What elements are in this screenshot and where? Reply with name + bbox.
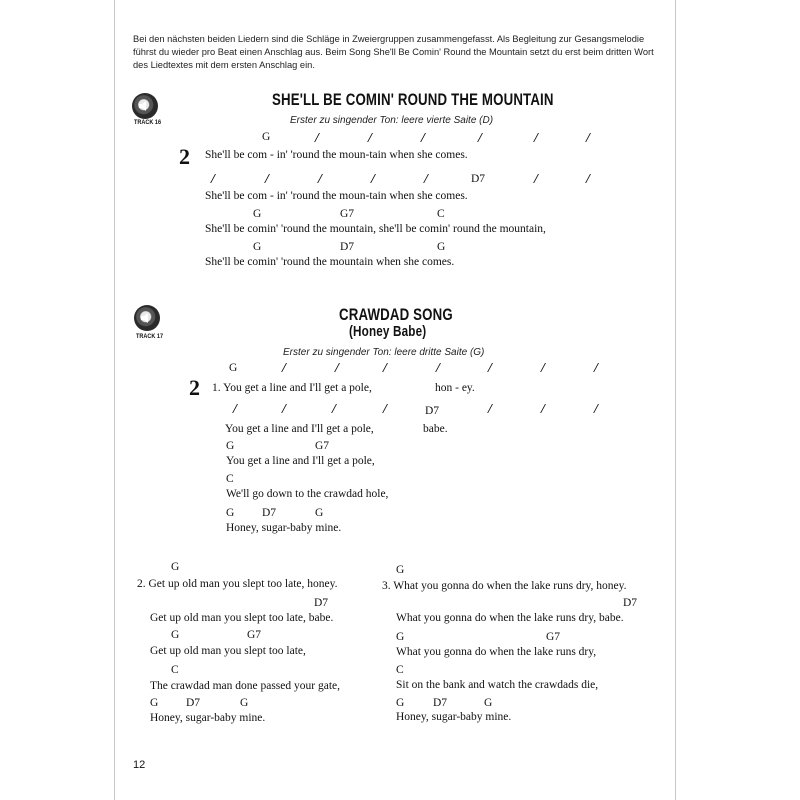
strum-slash: /	[478, 131, 482, 146]
strum-slash: /	[282, 361, 286, 376]
chord-g: G	[240, 697, 249, 709]
strum-slash: /	[371, 172, 375, 187]
strum-slash: /	[541, 402, 545, 417]
strum-slash: /	[211, 172, 215, 187]
chord-g: G	[262, 131, 271, 143]
lyric-line: 2. Get up old man you slept too late, honey.	[137, 578, 338, 590]
strum-slash: /	[586, 131, 590, 146]
lyric-line: 3. What you gonna do when the lake runs dry, honey.	[382, 580, 627, 592]
song1-start-note: Erster zu singender Ton: leere vierte Saite (D)	[290, 115, 494, 126]
chord-d7: D7	[186, 697, 201, 709]
chord-g: G	[253, 241, 262, 253]
lyric-line: What you gonna do when the lake runs dry,	[396, 646, 597, 658]
chord-d7: D7	[623, 597, 638, 609]
chord-g7: G7	[340, 208, 355, 220]
chord-d7: D7	[262, 507, 277, 519]
strum-slash: /	[586, 172, 590, 187]
lyric-line: She'll be comin' 'round the mountain, she'll be comin' round the mountain,	[205, 223, 546, 235]
page-number: 12	[133, 759, 146, 771]
strum-slash: /	[383, 402, 387, 417]
chord-g: G	[253, 208, 262, 220]
lyric-line: You get a line and I'll get a pole,	[226, 455, 375, 467]
lyric-line: She'll be com - in' 'round the moun-tain when she comes.	[205, 149, 468, 161]
chord-g: G	[396, 631, 405, 643]
chord-g: G	[226, 440, 235, 452]
chord-g: G	[150, 697, 159, 709]
strum-slash: /	[488, 361, 492, 376]
chord-g7: G7	[315, 440, 330, 452]
strum-slash: /	[421, 131, 425, 146]
strum-slash: /	[541, 361, 545, 376]
lyric-line: Honey, sugar-baby mine.	[150, 712, 266, 724]
lyric-line: Honey, sugar-baby mine.	[226, 522, 342, 534]
strum-slash: /	[424, 172, 428, 187]
chord-c: C	[226, 473, 234, 485]
chord-g: G	[484, 697, 493, 709]
strum-slash: /	[332, 402, 336, 417]
lyric-line: What you gonna do when the lake runs dry, babe.	[396, 612, 624, 624]
chord-c: C	[396, 664, 404, 676]
chord-d7: D7	[340, 241, 355, 253]
strum-slash: /	[233, 402, 237, 417]
song2-subtitle: (Honey Babe)	[349, 323, 427, 340]
lyric-line: The crawdad man done passed your gate,	[150, 680, 340, 692]
chord-d7: D7	[314, 597, 329, 609]
intro-paragraph: Bei den nächsten beiden Liedern sind die Schläge in Zweiergruppen zusammengefasst. Als Begleitung zur Gesangsmelodie führst du wieder pro Beat einen Anschlag aus. Beim Song She'll Be Comin' Round the Mountain setzt du erst beim dritten Wort des Liedtextes mit dem ersten Anschlag ein.	[133, 34, 654, 70]
chord-g7: G7	[247, 629, 262, 641]
chord-g: G	[396, 697, 405, 709]
lyric-line: You get a line and I'll get a pole,	[225, 423, 374, 435]
lyric-line: Sit on the bank and watch the crawdads die,	[396, 679, 599, 691]
chord-g: G	[229, 362, 238, 374]
chord-g7: G7	[546, 631, 561, 643]
chord-g: G	[315, 507, 324, 519]
lyric-line: Get up old man you slept too late,	[150, 645, 306, 657]
lyric-line: She'll be com - in' 'round the moun-tain when she comes.	[205, 190, 468, 202]
chord-g: G	[437, 241, 446, 253]
strum-slash: /	[282, 402, 286, 417]
strum-slash: /	[534, 131, 538, 146]
strum-slash: /	[534, 172, 538, 187]
strum-slash: /	[594, 361, 598, 376]
strum-slash: /	[436, 361, 440, 376]
chord-g: G	[171, 561, 180, 573]
lyric-line: babe.	[423, 423, 448, 435]
strum-slash: /	[265, 172, 269, 187]
strum-slash: /	[368, 131, 372, 146]
lyric-line: 1. You get a line and I'll get a pole,	[212, 382, 372, 394]
strum-slash: /	[383, 361, 387, 376]
strum-slash: /	[335, 361, 339, 376]
chord-c: C	[437, 208, 445, 220]
chord-g: G	[396, 564, 405, 576]
lyric-line: Honey, sugar-baby mine.	[396, 711, 512, 723]
track-16-label: TRACK 16	[134, 119, 162, 126]
meter-2: 2	[189, 375, 200, 400]
lyric-line: Get up old man you slept too late, babe.	[150, 612, 334, 624]
meter-2: 2	[179, 144, 190, 169]
chord-d7: D7	[425, 405, 440, 417]
song2-title: CRAWDAD SONG	[339, 305, 453, 324]
strum-slash: /	[315, 131, 319, 146]
chord-d7: D7	[471, 173, 486, 185]
song1-title: SHE'LL BE COMIN' ROUND THE MOUNTAIN	[272, 90, 554, 109]
strum-slash: /	[594, 402, 598, 417]
lyric-line: hon - ey.	[435, 382, 475, 394]
strum-slash: /	[318, 172, 322, 187]
lyric-line: She'll be comin' 'round the mountain when she comes.	[205, 256, 455, 268]
track-17-label: TRACK 17	[136, 333, 164, 340]
lyric-line: We'll go down to the crawdad hole,	[226, 488, 389, 500]
song2-start-note: Erster zu singender Ton: leere dritte Saite (G)	[283, 347, 485, 358]
chord-g: G	[226, 507, 235, 519]
chord-c: C	[171, 664, 179, 676]
chord-g: G	[171, 629, 180, 641]
chord-d7: D7	[433, 697, 448, 709]
strum-slash: /	[488, 402, 492, 417]
